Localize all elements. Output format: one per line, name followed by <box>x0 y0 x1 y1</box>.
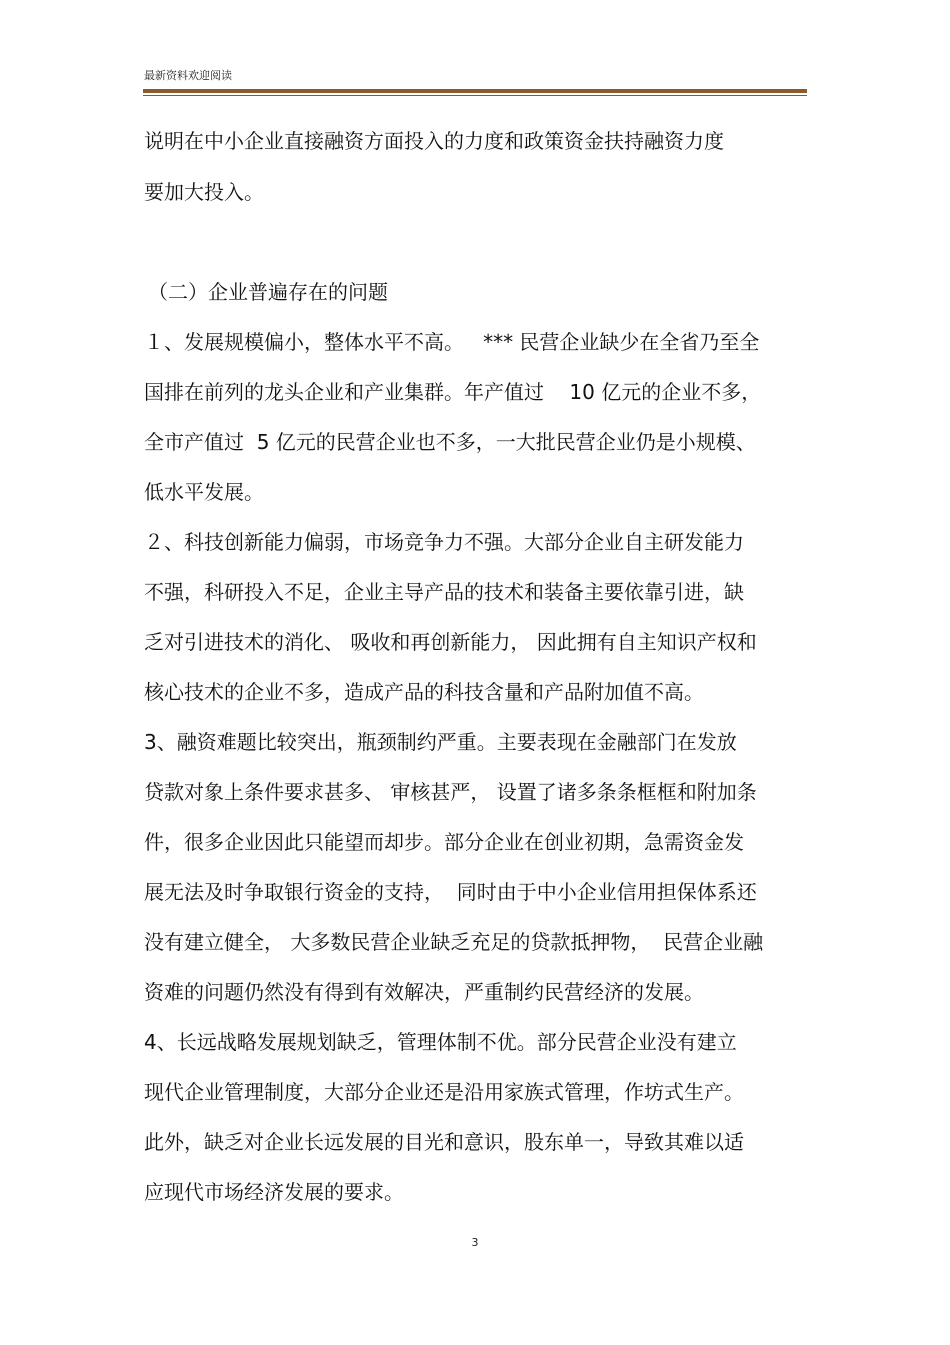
header-rule-thin <box>143 95 807 96</box>
body-line: 资难的问题仍然没有得到有效解决，严重制约民营经济的发展。 <box>144 980 704 1004</box>
page-number: 3 <box>471 1236 479 1249</box>
body-line: 乏对引进技术的消化、 吸收和再创新能力， 因此拥有自主知识产权和 <box>144 630 757 654</box>
body-line: 3、融资难题比较突出，瓶颈制约严重。主要表现在金融部门在发放 <box>144 730 737 754</box>
body-line: 件，很多企业因此只能望而却步。部分企业在创业初期，急需资金发 <box>144 830 744 854</box>
body-line: 展无法及时争取银行资金的支持， 同时由于中小企业信用担保体系还 <box>144 880 757 904</box>
body-line: 全市产值过 5 亿元的民营企业也不多，一大批民营企业仍是小规模、 <box>144 430 756 454</box>
body-line: 不强，科研投入不足，企业主导产品的技术和装备主要依靠引进，缺 <box>144 580 744 604</box>
body-line: 说明在中小企业直接融资方面投入的力度和政策资金扶持融资力度 <box>144 129 724 153</box>
header-rule-thick <box>143 89 807 93</box>
body-line: 应现代市场经济发展的要求。 <box>144 1180 404 1204</box>
body-line: １、发展规模偏小，整体水平不高。 *** 民营企业缺少在全省乃至全 <box>144 330 760 354</box>
body-line: 要加大投入。 <box>144 180 264 204</box>
body-line: 核心技术的企业不多，造成产品的科技含量和产品附加值不高。 <box>144 680 704 704</box>
section-heading: （二）企业普遍存在的问题 <box>148 280 388 304</box>
header-label: 最新资料欢迎阅读 <box>144 69 232 82</box>
body-line: ２、科技创新能力偏弱，市场竞争力不强。大部分企业自主研发能力 <box>144 530 744 554</box>
body-line: 低水平发展。 <box>144 480 264 504</box>
body-line: 现代企业管理制度，大部分企业还是沿用家族式管理，作坊式生产。 <box>144 1080 744 1104</box>
body-line: 国排在前列的龙头企业和产业集群。年产值过 10 亿元的企业不多， <box>144 380 762 404</box>
body-line: 没有建立健全， 大多数民营企业缺乏充足的贷款抵押物， 民营企业融 <box>144 930 764 954</box>
body-line: 4、长远战略发展规划缺乏，管理体制不优。部分民营企业没有建立 <box>144 1030 737 1054</box>
body-line: 此外，缺乏对企业长远发展的目光和意识，股东单一，导致其难以适 <box>144 1130 744 1154</box>
body-line: 贷款对象上条件要求甚多、 审核甚严， 设置了诸多条条框框和附加条 <box>144 780 757 804</box>
